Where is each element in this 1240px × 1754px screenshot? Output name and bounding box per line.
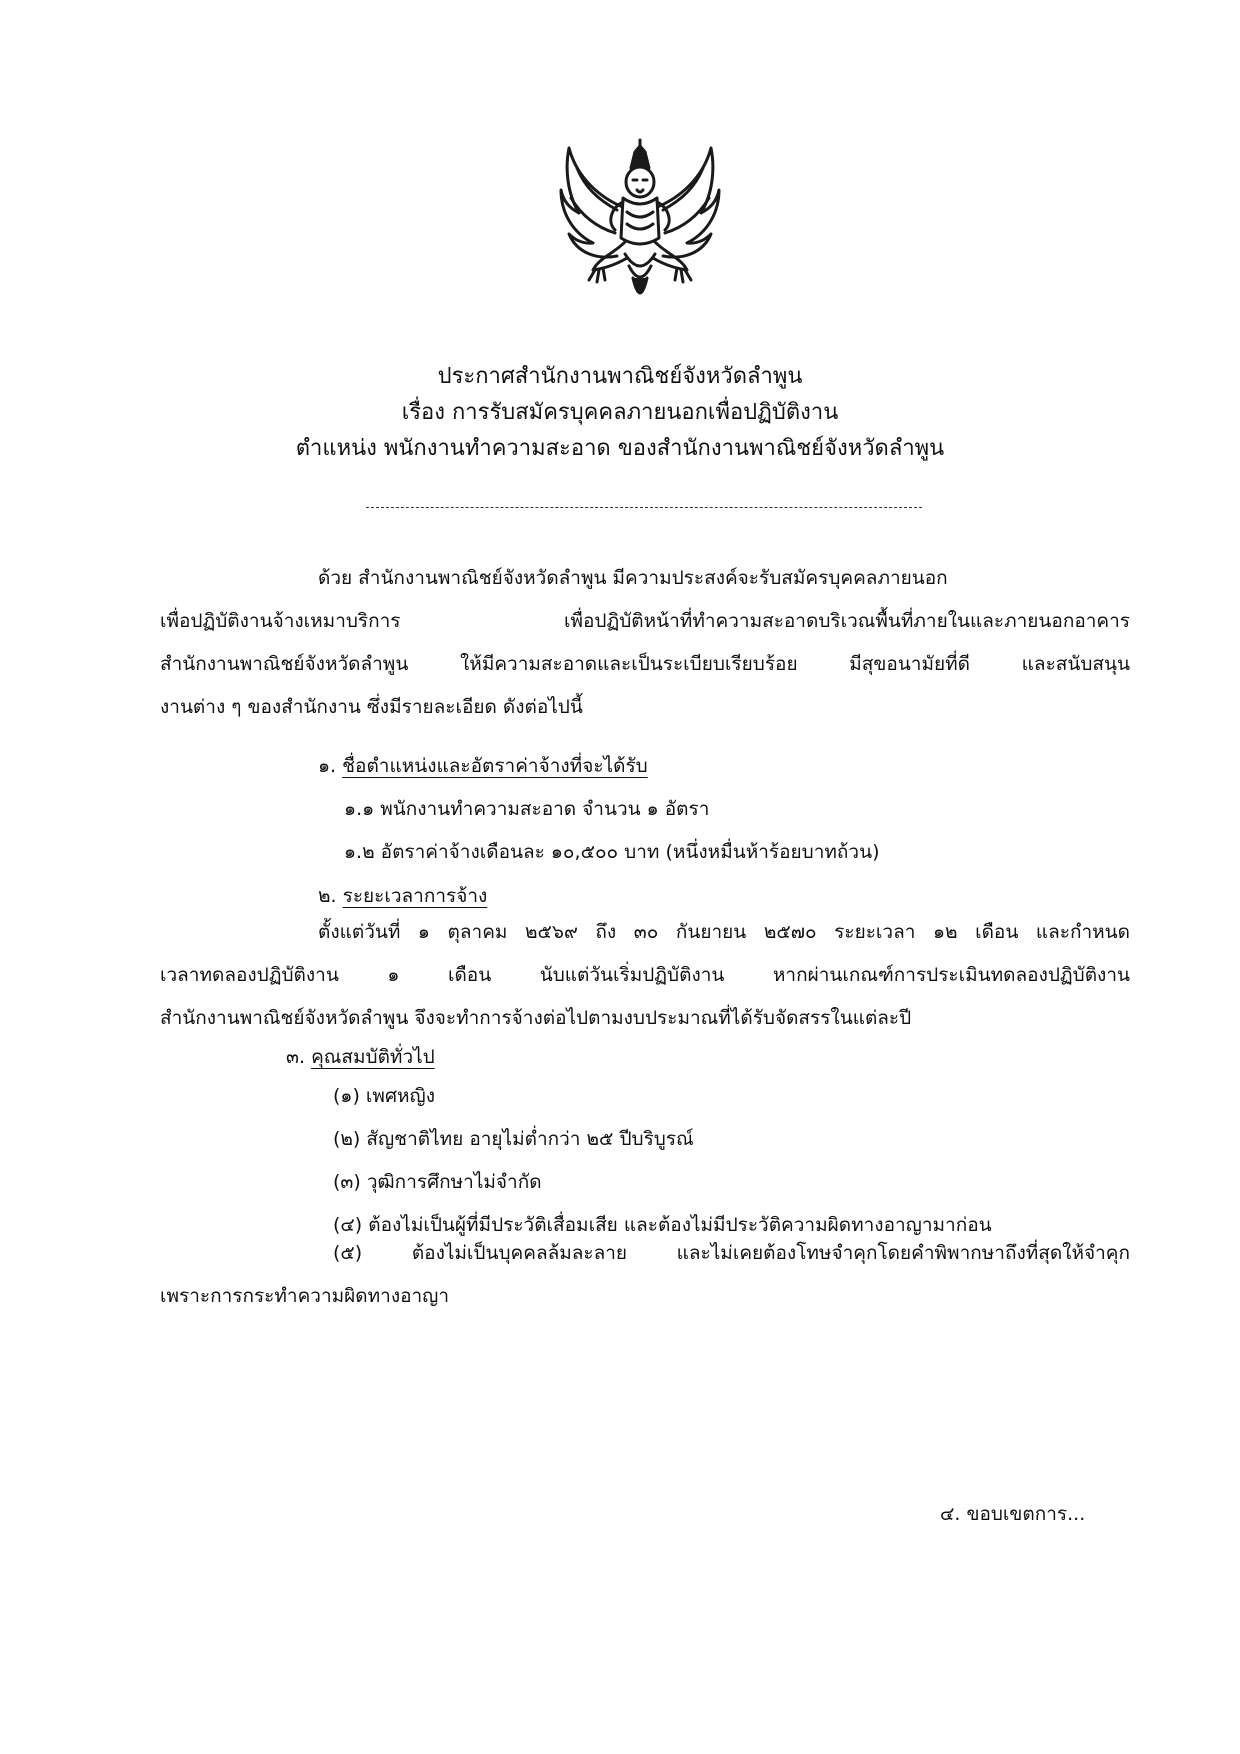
section-1-title: ชื่อตำแหน่งและอัตราค่าจ้างที่จะได้รับ (342, 755, 648, 777)
next-page-continuation: ๔. ขอบเขตการ... (940, 1503, 1086, 1525)
section-1-number: ๑. (318, 755, 337, 777)
section-1-heading (318, 753, 648, 779)
intro-line-1: ด้วย สำนักงานพาณิชย์จังหวัดลำพูน มีความประสงค์จะรับสมัครบุคคลภายนอก (318, 567, 948, 589)
intro-line-2: เพื่อปฏิบัติงานจ้างเหมาบริการ เพื่อปฏิบัติหน้าที่ทำความสะอาดบริเวณพื้นที่ภายในและภายนอกอาคาร (160, 610, 1130, 632)
section-2-title: ระยะเวลาการจ้าง (342, 885, 488, 907)
section-3-heading (286, 1044, 435, 1070)
intro-line-4: งานต่าง ๆ ของสำนักงาน ซึ่งมีรายละเอียด ดังต่อไปนี้ (160, 696, 583, 718)
title-divider (366, 507, 922, 508)
intro-line-3: สำนักงานพาณิชย์จังหวัดลำพูน ให้มีความสะอาดและเป็นระเบียบเรียบร้อย มีสุขอนามัยที่ดี และสนับสนุน (160, 653, 1130, 675)
section-3-item-3: (๓) วุฒิการศึกษาไม่จำกัด (333, 1171, 542, 1193)
section-3-item-2: (๒) สัญชาติไทย อายุไม่ต่ำกว่า ๒๕ ปีบริบูรณ์ (333, 1128, 694, 1150)
section-2-line-3: สำนักงานพาณิชย์จังหวัดลำพูน จึงจะทำการจ้างต่อไปตามงบประมาณที่ได้รับจัดสรรในแต่ละปี (160, 1007, 912, 1029)
section-2-line-1: ตั้งแต่วันที่ ๑ ตุลาคม ๒๕๖๙ ถึง ๓๐ กันยายน ๒๕๗๐ ระยะเวลา ๑๒ เดือน และกำหนด (318, 921, 1130, 943)
section-2-line-2: เวลาทดลองปฏิบัติงาน ๑ เดือน นับแต่วันเริ่มปฏิบัติงาน หากผ่านเกณฑ์การประเมินทดลองปฏิบัติงาน (160, 964, 1130, 986)
section-3-title: คุณสมบัติทั่วไป (311, 1046, 435, 1068)
section-3-item-1: (๑) เพศหญิง (333, 1085, 435, 1107)
section-3-number: ๓. (286, 1046, 306, 1068)
section-3-item-4: (๔) ต้องไม่เป็นผู้ที่มีประวัติเสื่อมเสีย และต้องไม่มีประวัติความผิดทางอาญามาก่อน (333, 1214, 992, 1236)
section-3-item-5-continued: เพราะการกระทำความผิดทางอาญา (160, 1285, 450, 1307)
title-line-2: เรื่อง การรับสมัครบุคคลภายนอกเพื่อปฏิบัติงาน (401, 400, 839, 425)
title-line-3: ตำแหน่ง พนักงานทำความสะอาด ของสำนักงานพาณิชย์จังหวัดลำพูน (295, 436, 945, 461)
garuda-emblem-icon (555, 138, 725, 318)
announcement-title (0, 360, 1240, 468)
section-1-item-2: ๑.๒ อัตราค่าจ้างเดือนละ ๑๐,๕๐๐ บาท (หนึ่งหมื่นห้าร้อยบาทถ้วน) (344, 841, 880, 863)
section-2-number: ๒. (318, 885, 337, 907)
section-3-item-5: (๕) ต้องไม่เป็นบุคคลล้มละลาย และไม่เคยต้องโทษจำคุกโดยคำพิพากษาถึงที่สุดให้จำคุก (333, 1242, 1130, 1264)
title-line-1: ประกาศสำนักงานพาณิชย์จังหวัดลำพูน (437, 364, 803, 389)
section-1-item-1: ๑.๑ พนักงานทำความสะอาด จำนวน ๑ อัตรา (344, 798, 710, 820)
section-2-heading (318, 883, 487, 909)
